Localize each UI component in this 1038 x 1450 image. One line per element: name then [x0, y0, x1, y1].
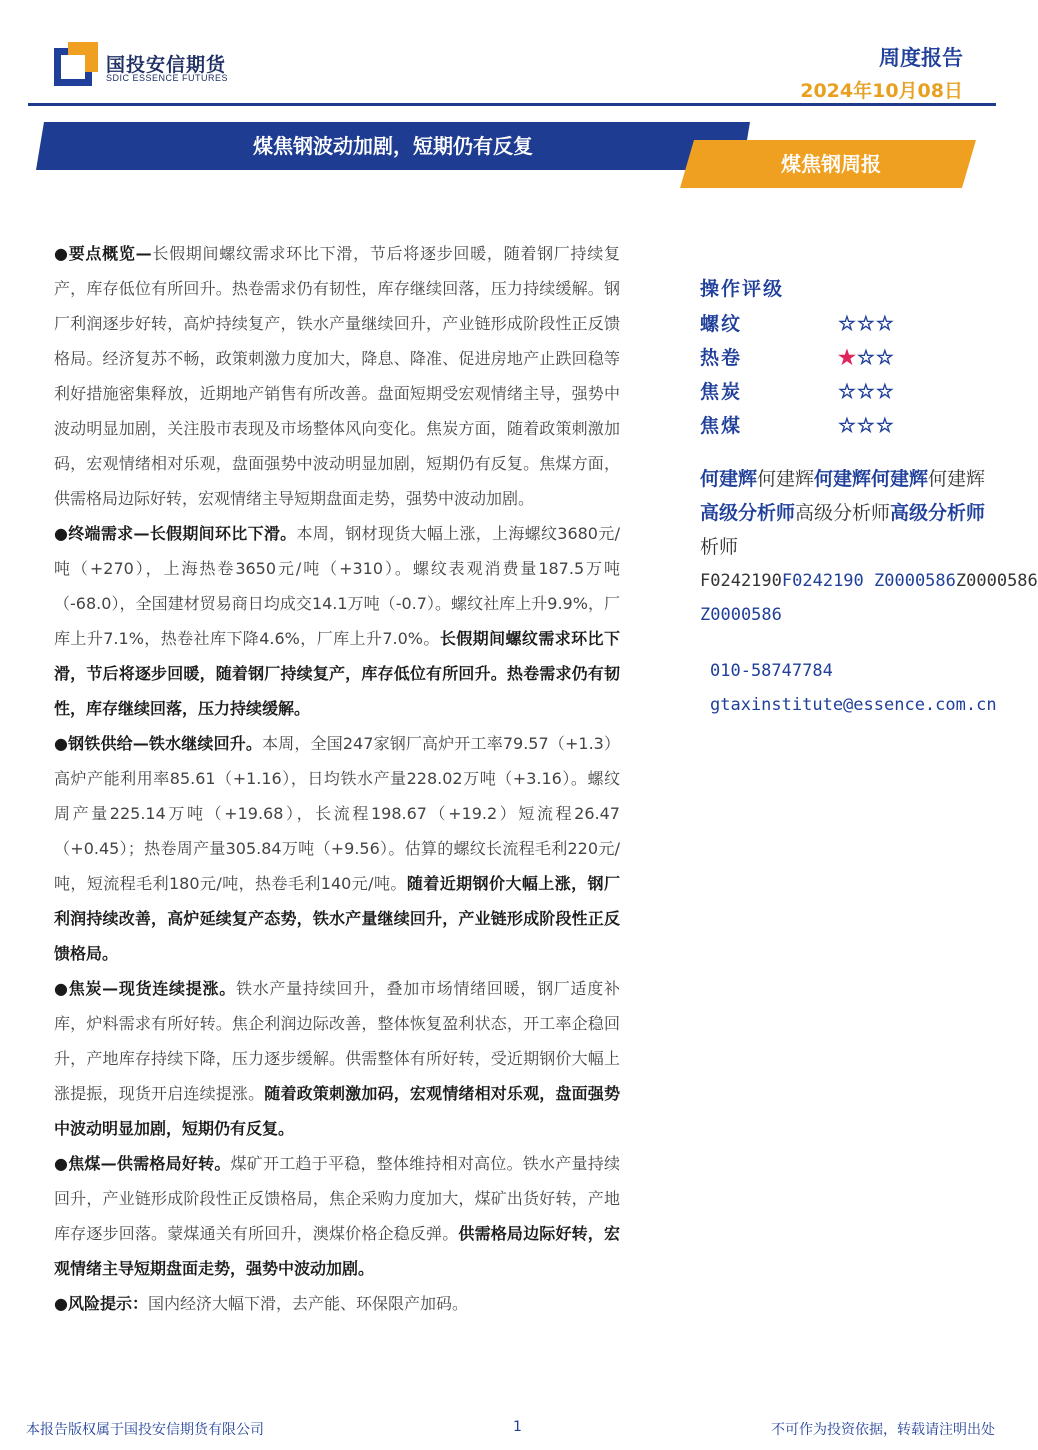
- section-demand: [54, 516, 620, 726]
- star-rating-icon: ★☆☆: [838, 345, 895, 369]
- report-date: 2024年10月08日: [800, 80, 963, 102]
- rating-row-rebar: [700, 306, 1025, 340]
- section-emphasis: 长假期间螺纹需求环比下滑，节后将逐步回暖，随着钢厂持续复产，库存低位有所回升。热卷需求仍有韧性，库存继续回落，压力持续缓解。: [54, 629, 620, 718]
- analyst-title: 高级分析师: [890, 502, 986, 524]
- section-text: 国内经济大幅下滑，去产能、环保限产加码。: [147, 1294, 468, 1313]
- section-emphasis: 随着政策刺激加码，宏观情绪相对乐观，盘面强势中波动明显加剧，短期仍有反复。: [54, 1084, 620, 1138]
- section-text: 煤矿开工趋于平稳，整体维持相对高位。铁水产量持续回升，产业链形成阶段性正反馈格局，焦企采购力度加大，煤矿出货好转，产地库存逐步回落。蒙煤通关有所回升，澳煤价格企稳反弹。: [54, 1154, 620, 1243]
- analyst-title-tail: [700, 530, 1025, 564]
- section-overview: [54, 236, 620, 516]
- section-text: 长假期间螺纹需求环比下滑，节后将逐步回暖，随着钢厂持续复产，库存低位有所回升。热卷需求仍有韧性，库存继续回落，压力持续缓解。钢厂利润逐步好转，高炉持续复产，铁水产量继续回升，产业链形成阶段性正反馈格局。经济复苏不畅，政策刺激力度加大，降息、降准、促进房地产止跌回稳等利好措施密集释放，近期地产销售有所改善。盘面短期受宏观情绪主导，强势中波动明显加剧，关注股市表现及市场整体风向变化。焦炭方面，随着政策刺激加码，宏观情绪相对乐观，盘面强势中波动明显加剧，短期仍有反复。焦煤方面，供需格局边际好转，宏观情绪主导短期盘面走势，强势中波动加剧。: [54, 244, 620, 508]
- analyst-title: 高级分析师: [700, 502, 796, 524]
- rating-item-name: 螺纹: [700, 313, 743, 335]
- report-headline: 煤焦钢波动加剧，短期仍有反复: [253, 134, 533, 158]
- report-category-tag: 煤焦钢周报: [781, 152, 881, 176]
- section-coking-coal: [54, 1146, 620, 1286]
- analyst-title-line: [700, 496, 1025, 530]
- company-logo-icon: [54, 42, 98, 86]
- section-lead: ●风险提示：: [54, 1294, 148, 1313]
- page-number: 1: [513, 1419, 522, 1435]
- analyst-title: 高级分析师: [795, 502, 891, 524]
- rating-item-name: 焦炭: [700, 381, 743, 403]
- report-type: 周度报告: [879, 46, 963, 70]
- cert-number: F0242190 Z0000586: [781, 571, 956, 591]
- section-risk: [54, 1286, 620, 1321]
- summary-body: [54, 236, 620, 1321]
- rating-row-coke: [700, 374, 1025, 408]
- analyst-name: 何建辉: [700, 468, 758, 490]
- company-name-en: SDIC ESSENCE FUTURES: [106, 73, 229, 83]
- contact-email[interactable]: gtaxinstitute@essence.com.cn: [710, 695, 997, 715]
- cert-number: F0242190: [700, 571, 782, 591]
- copyright-notice: 本报告版权属于国投安信期货有限公司: [26, 1422, 264, 1438]
- section-lead: ●焦煤—供需格局好转。: [54, 1154, 231, 1173]
- company-name-cn: 国投安信期货: [106, 54, 227, 76]
- section-lead: ●焦炭—现货连续提涨。: [54, 979, 236, 998]
- analyst-cert-line: [700, 564, 1038, 598]
- section-coke: [54, 971, 620, 1146]
- contact-phone: 010-58747784: [710, 661, 833, 681]
- section-text: 本周，全国247家钢厂高炉开工率79.57（+1.3）高炉产能利用率85.61（+1.16），日均铁水产量228.02万吨（+3.16）。螺纹周产量225.14万吨（+19.68），长流程198.67（+19.2）短流程26.47（+0.45）；热卷周产量305.84万吨（+9.56）。估算的螺纹长流程毛利220元/吨，短流程毛利180元/吨，热卷毛利140元/吨。: [54, 734, 620, 893]
- header-divider: [28, 103, 996, 106]
- section-text: 本周，钢材现货大幅上涨，上海螺纹3680元/吨（+270），上海热卷3650元/吨（+310）。螺纹表观消费量187.5万吨（-68.0），全国建材贸易商日均成交14.1万吨（-0.7）。螺纹社库上升9.9%，厂库上升7.1%，热卷社库下降4.6%，厂库上升7.0%。: [54, 524, 620, 648]
- filled-star-icon: ★: [838, 345, 857, 369]
- analyst-cert-line-2: [700, 598, 1025, 632]
- disclaimer-notice: 不可作为投资依据，转载请注明出处: [771, 1422, 995, 1438]
- star-rating-icon: ☆☆☆: [838, 413, 895, 437]
- section-lead: ●要点概览—: [54, 244, 152, 263]
- section-text: 铁水产量持续回升，叠加市场情绪回暖，钢厂适度补库，炉料需求有所好转。焦企利润边际改善，整体恢复盈利状态，开工率企稳回升，产地库存持续下降，压力逐步缓解。供需整体有所好转，受近期钢价大幅上涨提振，现货开启连续提涨。: [54, 979, 620, 1103]
- sidebar: [700, 272, 1038, 722]
- section-emphasis: 随着近期钢价大幅上涨，钢厂利润持续改善，高炉延续复产态势，铁水产量继续回升，产业链形成阶段性正反馈格局。: [54, 874, 620, 963]
- analyst-title: 析师: [700, 536, 739, 558]
- star-rating-icon: ☆☆☆: [838, 311, 895, 335]
- cert-number: Z0000586: [955, 571, 1038, 591]
- analyst-name: 何建辉: [928, 468, 986, 490]
- contact-block: [700, 654, 1025, 722]
- section-lead: ●终端需求—长假期间环比下滑。: [54, 524, 297, 543]
- cert-number: Z0000586: [700, 605, 782, 625]
- analyst-name: 何建辉: [757, 468, 815, 490]
- rating-title: 操作评级: [700, 278, 785, 300]
- analyst-name-line: [700, 462, 1025, 496]
- section-supply: [54, 726, 620, 971]
- section-lead: ●钢铁供给—铁水继续回升。: [54, 734, 263, 753]
- section-emphasis: 供需格局边际好转，宏观情绪主导短期盘面走势，强势中波动加剧。: [54, 1224, 620, 1278]
- rating-item-name: 热卷: [700, 347, 743, 369]
- star-rating-icon: ☆☆☆: [838, 379, 895, 403]
- rating-item-name: 焦煤: [700, 415, 743, 437]
- analyst-name: 何建辉何建辉: [814, 468, 929, 490]
- rating-row-coking-coal: [700, 408, 1025, 442]
- rating-row-hot-coil: [700, 340, 1025, 374]
